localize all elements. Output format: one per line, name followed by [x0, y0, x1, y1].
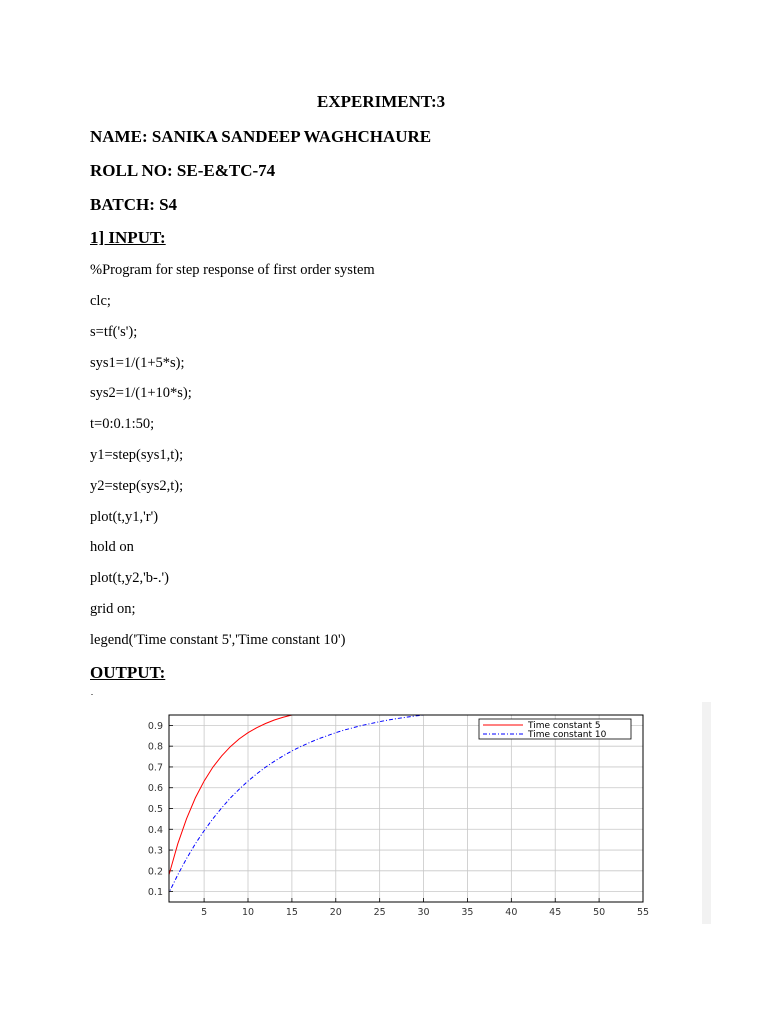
input-heading: 1] INPUT: [90, 228, 166, 247]
x-tick-label: 25 [373, 907, 386, 918]
roll-number: ROLL NO: SE-E&TC-74 [90, 161, 276, 180]
code-line: sys1=1/(1+5*s); [90, 355, 185, 371]
x-tick-label: 50 [593, 907, 606, 918]
code-line: y2=step(sys2,t); [90, 478, 184, 494]
code-line: sys2=1/(1+10*s); [90, 385, 192, 401]
code-line: %Program for step response of first order system [90, 262, 375, 278]
output-heading: OUTPUT: [90, 663, 166, 682]
legend-label: Time constant 10 [528, 730, 607, 740]
y-tick-label: 0.7 [147, 762, 163, 774]
code-line: legend('Time constant 5','Time constant 10') [90, 632, 346, 648]
x-tick-label: 10 [241, 907, 255, 918]
code-line: clc; [90, 293, 111, 309]
x-tick-label: 5 [201, 907, 208, 918]
y-tick-label: 0.3 [147, 845, 163, 857]
y-tick-label: 0.2 [147, 866, 163, 878]
y-tick-label: 0.6 [147, 783, 163, 795]
y-tick-label: 0.9 [147, 720, 163, 732]
y-tick-label: 0.8 [147, 741, 163, 753]
code-line: s=tf('s'); [90, 324, 138, 340]
y-tick-label: 0.5 [147, 804, 163, 815]
student-name: NAME: SANIKA SANDEEP WAGHCHAURE [90, 127, 432, 146]
x-tick-label: 55 [636, 907, 650, 918]
code-line: plot(t,y1,'r') [90, 509, 159, 525]
y-tick-label: 0.1 [147, 887, 163, 899]
y-tick-label: 0.4 [147, 824, 163, 836]
code-line: t=0:0.1:50; [90, 416, 155, 432]
legend-label: Time constant 5 [528, 721, 601, 731]
step-response-plot [140, 705, 650, 925]
experiment-title: EXPERIMENT:3 [317, 92, 446, 111]
x-tick-label: 35 [461, 907, 474, 918]
x-tick-label: 30 [417, 907, 430, 918]
x-tick-label: 15 [285, 907, 298, 918]
x-tick-label: 45 [549, 907, 562, 918]
code-line: y1=step(sys1,t); [90, 447, 184, 463]
x-tick-label: 40 [505, 907, 518, 918]
x-tick-label: 20 [329, 907, 342, 918]
code-line: hold on [90, 539, 134, 555]
image-scrollbar[interactable] [702, 702, 711, 924]
code-line: grid on; [90, 601, 136, 617]
stray-mark [91, 694, 93, 695]
code-line: plot(t,y2,'b-.') [90, 570, 169, 586]
batch: BATCH: S4 [90, 195, 178, 214]
